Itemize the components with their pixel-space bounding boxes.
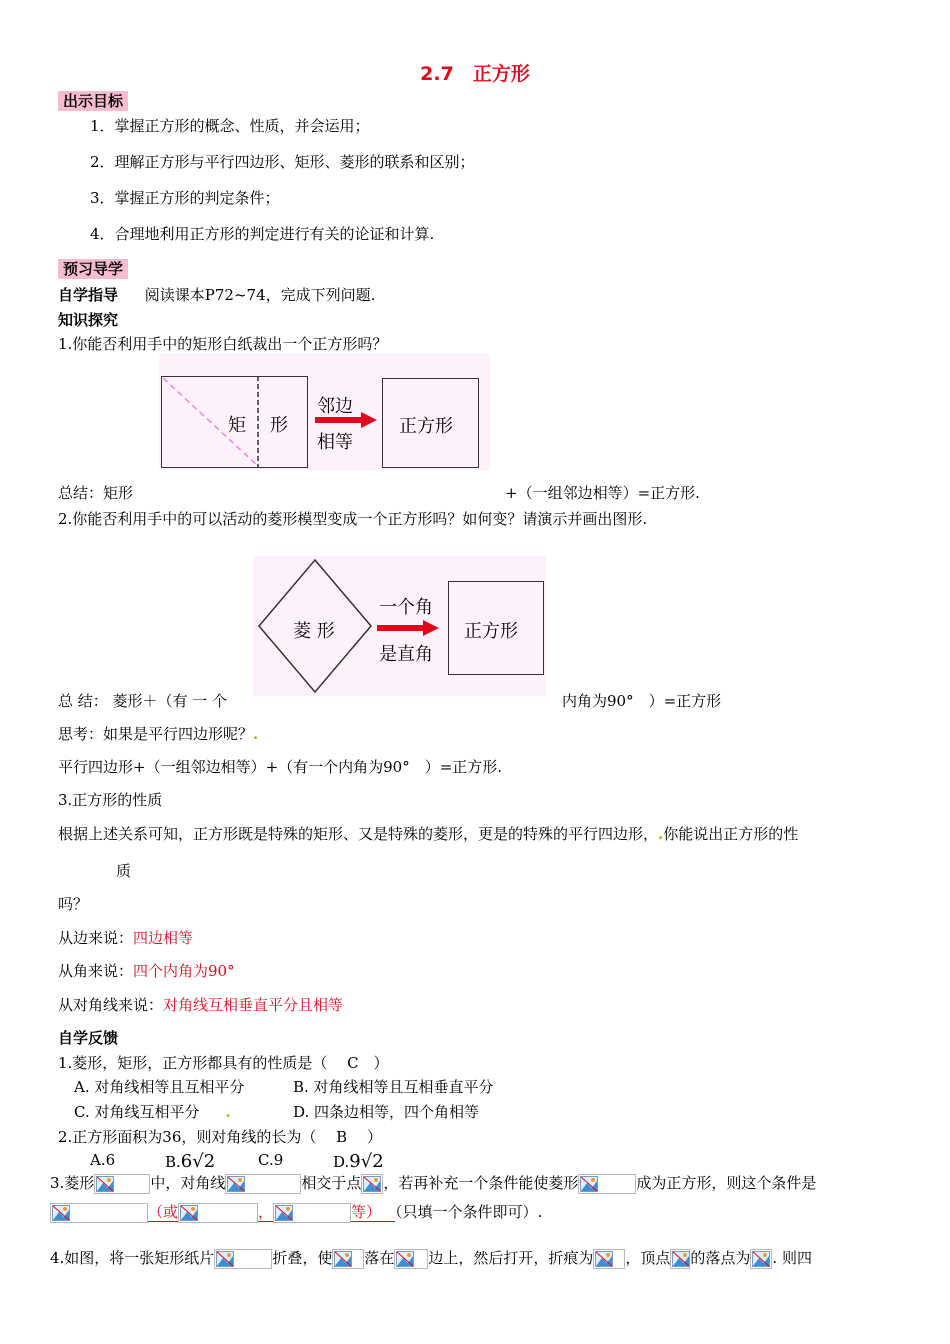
- feedback-label: 自学反馈: [58, 1029, 119, 1047]
- goal-item: 2．理解正方形与平行四边形、矩形、菱形的联系和区别；: [90, 153, 475, 171]
- rhombus-label: 菱 形: [293, 621, 335, 642]
- mark-dot: .: [658, 825, 664, 843]
- goal-item: 3．掌握正方形的判定条件；: [90, 189, 280, 207]
- question-3-continued: 质: [116, 862, 132, 880]
- broken-image-icon: [94, 1174, 150, 1194]
- right-arrow-icon: [315, 412, 377, 428]
- property-diagonals: 从对角线来说：对角线互相垂直平分且相等: [58, 996, 344, 1014]
- broken-image-icon: [578, 1174, 636, 1194]
- rectangle-label-left: 矩: [228, 415, 246, 436]
- think-question: 思考：如果是平行四边形呢？.: [58, 725, 259, 743]
- goals-section-tag: 出示目标: [58, 91, 128, 111]
- question-3-title: 3.正方形的性质: [58, 791, 163, 809]
- self-guide-text: 阅读课本P72~74，完成下列问题.: [144, 286, 376, 304]
- arrow-label-bottom: 相等: [317, 432, 353, 453]
- option-a: A.6: [90, 1151, 116, 1169]
- figure-rhombus-to-square: [253, 556, 546, 696]
- summary-1-right: +（一组邻边相等）=正方形.: [505, 484, 700, 502]
- summary-2-right: 内角为90° ）=正方形: [562, 692, 722, 710]
- rectangle-label-right: 形: [270, 415, 288, 436]
- option-b: B.6√2: [165, 1151, 216, 1172]
- question-3-text: 根据上述关系可知，正方形既是特殊的矩形、又是特殊的菱形，更是的特殊的平行四边形，.你能说出正方形的性: [58, 825, 799, 843]
- feedback-question-2: 2.正方形面积为36，则对角线的长为（ B ）: [58, 1128, 382, 1146]
- broken-image-icon: [670, 1249, 690, 1269]
- answer-or: （或: [148, 1203, 179, 1221]
- preview-section-tag: 预习导学: [58, 259, 128, 279]
- property-sides: 从边来说：四边相等: [58, 929, 194, 947]
- option-d: D. 四条边相等，四个角相等: [293, 1103, 480, 1121]
- broken-image-icon: [225, 1174, 301, 1194]
- broken-image-icon: [214, 1249, 272, 1269]
- option-b: B. 对角线相等且互相垂直平分: [293, 1078, 494, 1096]
- answer-separator: ，: [258, 1203, 274, 1221]
- option-c: C.9: [258, 1151, 284, 1169]
- broken-image-icon: [273, 1203, 351, 1223]
- square-shape: [382, 378, 479, 468]
- square-shape: [448, 581, 544, 675]
- broken-image-icon: [178, 1203, 258, 1223]
- page-title: 2.7 正方形: [420, 63, 530, 85]
- feedback-question-3-line-2: （或 ， 等） （只填一个条件即可）.: [50, 1203, 542, 1223]
- feedback-question-1: 1.菱形，矩形，正方形都具有的性质是（ C ）: [58, 1054, 389, 1072]
- question-3-end: 吗？: [58, 895, 89, 913]
- sqrt-expression: 9√2: [349, 1151, 384, 1172]
- answer-etc: 等）: [351, 1203, 395, 1222]
- right-arrow-icon: [377, 620, 439, 636]
- option-a: A. 对角线相等且互相平分: [74, 1078, 245, 1096]
- arrow-label-bottom: 是直角: [379, 644, 433, 665]
- question-1: 1.你能否利用手中的矩形白纸裁出一个正方形吗？: [58, 335, 388, 353]
- broken-image-icon: [593, 1249, 625, 1269]
- figure-rectangle-to-square: [159, 354, 490, 470]
- square-label: 正方形: [464, 621, 518, 642]
- self-guide: [58, 286, 375, 304]
- mark-dot: .: [225, 1103, 231, 1121]
- sqrt-expression: 6√2: [180, 1151, 216, 1172]
- parallelogram-summary: 平行四边形+（一组邻边相等）+（有一个内角为90° ）=正方形.: [58, 758, 503, 776]
- feedback-question-4: 4.如图，将一张矩形纸片 折叠，使 落在 边上，然后打开，折痕为 ，顶点 的落点为 . 则四: [50, 1249, 812, 1267]
- self-guide-label: 自学指导: [58, 286, 119, 304]
- goal-item: 1．掌握正方形的概念、性质，并会运用；: [90, 117, 370, 135]
- rectangle-shape: [161, 376, 308, 468]
- broken-image-icon: [50, 1203, 148, 1223]
- broken-image-icon: [394, 1249, 428, 1269]
- option-c: C. 对角线互相平分 .: [74, 1103, 231, 1121]
- goal-item: 4．合理地利用正方形的判定进行有关的论证和计算.: [90, 225, 435, 243]
- summary-2-left: 总 结： 菱形＋（有 一 个: [58, 692, 228, 710]
- arrow-label-top: 一个角: [379, 597, 433, 618]
- property-diagonals-answer: 对角线互相垂直平分且相等: [163, 996, 344, 1014]
- property-sides-answer: 四边相等: [133, 929, 194, 947]
- broken-image-icon: [750, 1249, 772, 1269]
- arrow-label-top: 邻边: [317, 396, 353, 417]
- mark-dot: .: [253, 725, 259, 743]
- broken-image-icon: [332, 1249, 364, 1269]
- square-label: 正方形: [399, 416, 453, 437]
- explore-label: 知识探究: [58, 311, 119, 329]
- summary-1-left: 总结：矩形: [58, 484, 134, 502]
- broken-image-icon: [361, 1174, 383, 1194]
- question-2: 2.你能否利用手中的可以活动的菱形模型变成一个正方形吗？如何变？请演示并画出图形.: [58, 510, 648, 528]
- property-angles: 从角来说：四个内角为90°: [58, 962, 235, 980]
- option-d: D.9√2: [333, 1151, 384, 1172]
- property-angles-answer: 四个内角为90°: [133, 962, 235, 980]
- feedback-question-3-line-1: 3.菱形 中，对角线 相交于点 ，若再补充一个条件能使菱形 成为正方形，则这个条件是: [50, 1174, 817, 1192]
